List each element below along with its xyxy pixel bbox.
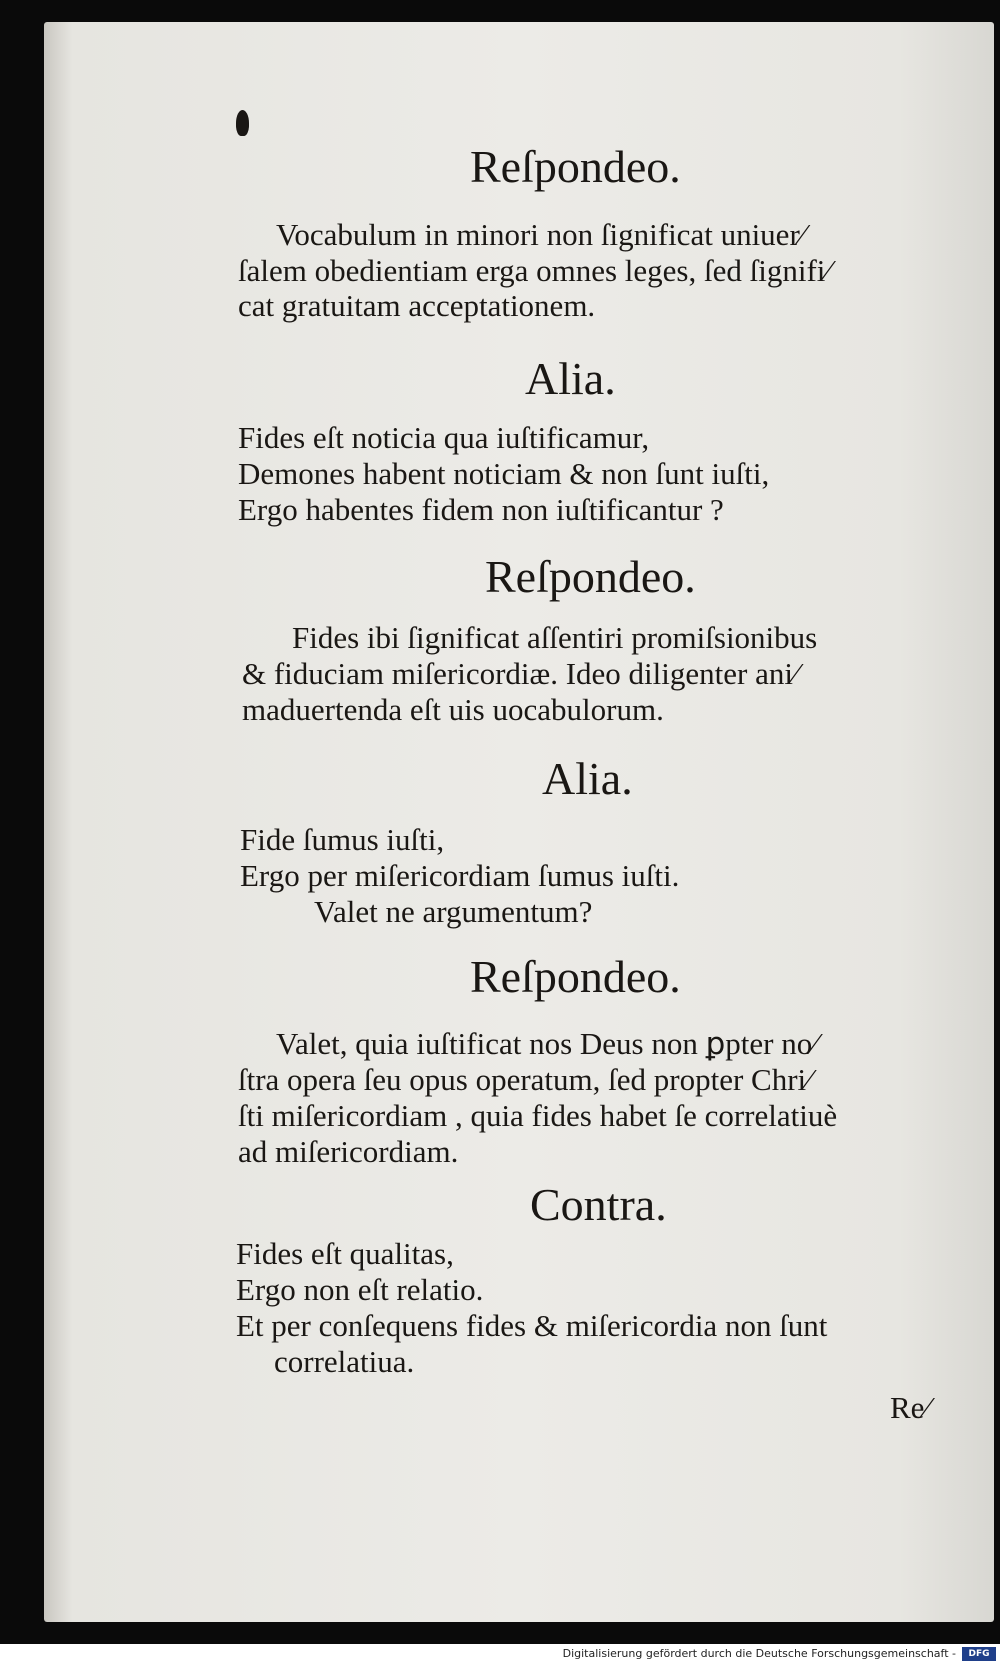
heading-alia-1: Alia.	[525, 353, 616, 404]
heading-respondeo-3: Reſpondeo.	[470, 951, 681, 1002]
heading-respondeo-2: Reſpondeo.	[485, 551, 696, 602]
heading-contra: Contra.	[530, 1179, 667, 1230]
paragraph-5-line-2: ſtra opera ſeu opus operatum, ſed propter Chri⁄	[238, 1062, 812, 1097]
paragraph-5-line-4: ad miſericordiam.	[238, 1134, 459, 1169]
paragraph-4-line-3: Valet ne argumentum?	[314, 894, 593, 929]
heading-alia-2: Alia.	[542, 753, 633, 804]
paragraph-2-line-1: Fides eſt noticia qua iuſtificamur,	[238, 420, 650, 455]
paragraph-1-line-1: Vocabulum in minori non ſignificat uniuer⁄	[276, 217, 805, 252]
paragraph-6-line-3: Et per conſequens fides & miſericordia non ſunt	[236, 1308, 828, 1343]
paragraph-2-line-2: Demones habent noticiam & non ſunt iuſti,	[238, 456, 770, 491]
paragraph-1-line-3: cat gratuitam acceptationem.	[238, 288, 596, 323]
ink-marker-glyph	[236, 110, 249, 136]
paragraph-5-line-1: Valet, quia iuſtificat nos Deus non ꝑpter no⁄	[276, 1026, 818, 1061]
paragraph-3-line-1: Fides ibi ſignificat aſſentiri promiſsionibus	[292, 620, 818, 655]
paragraph-6-line-4: correlatiua.	[274, 1344, 415, 1379]
paragraph-4-line-1: Fide ſumus iuſti,	[240, 822, 445, 857]
paragraph-5-line-3: ſti miſericordiam , quia fides habet ſe correlatiuè	[238, 1098, 838, 1133]
paragraph-4-line-2: Ergo per miſericordiam ſumus iuſti.	[240, 858, 680, 893]
paragraph-6-line-2: Ergo non eſt relatio.	[236, 1272, 484, 1307]
heading-respondeo-1: Reſpondeo.	[470, 141, 681, 192]
catchword: Re⁄	[890, 1390, 930, 1425]
paragraph-3-line-3: maduertenda eſt uis uocabulorum.	[242, 692, 664, 727]
paragraph-1-line-2: ſalem obedientiam erga omnes leges, ſed ſignifi⁄	[238, 253, 831, 288]
dfg-logo: DFG	[962, 1647, 996, 1661]
paragraph-3-line-2: & fiduciam miſericordiæ. Ideo diligenter ani⁄	[242, 656, 799, 691]
paragraph-2-line-3: Ergo habentes fidem non iuſtificantur ?	[238, 492, 724, 527]
digitization-footer	[0, 1644, 1000, 1664]
paragraph-6-line-1: Fides eſt qualitas,	[236, 1236, 454, 1271]
footer-credit: Digitalisierung gefördert durch die Deutsche Forschungsgemeinschaft -	[562, 1647, 956, 1660]
